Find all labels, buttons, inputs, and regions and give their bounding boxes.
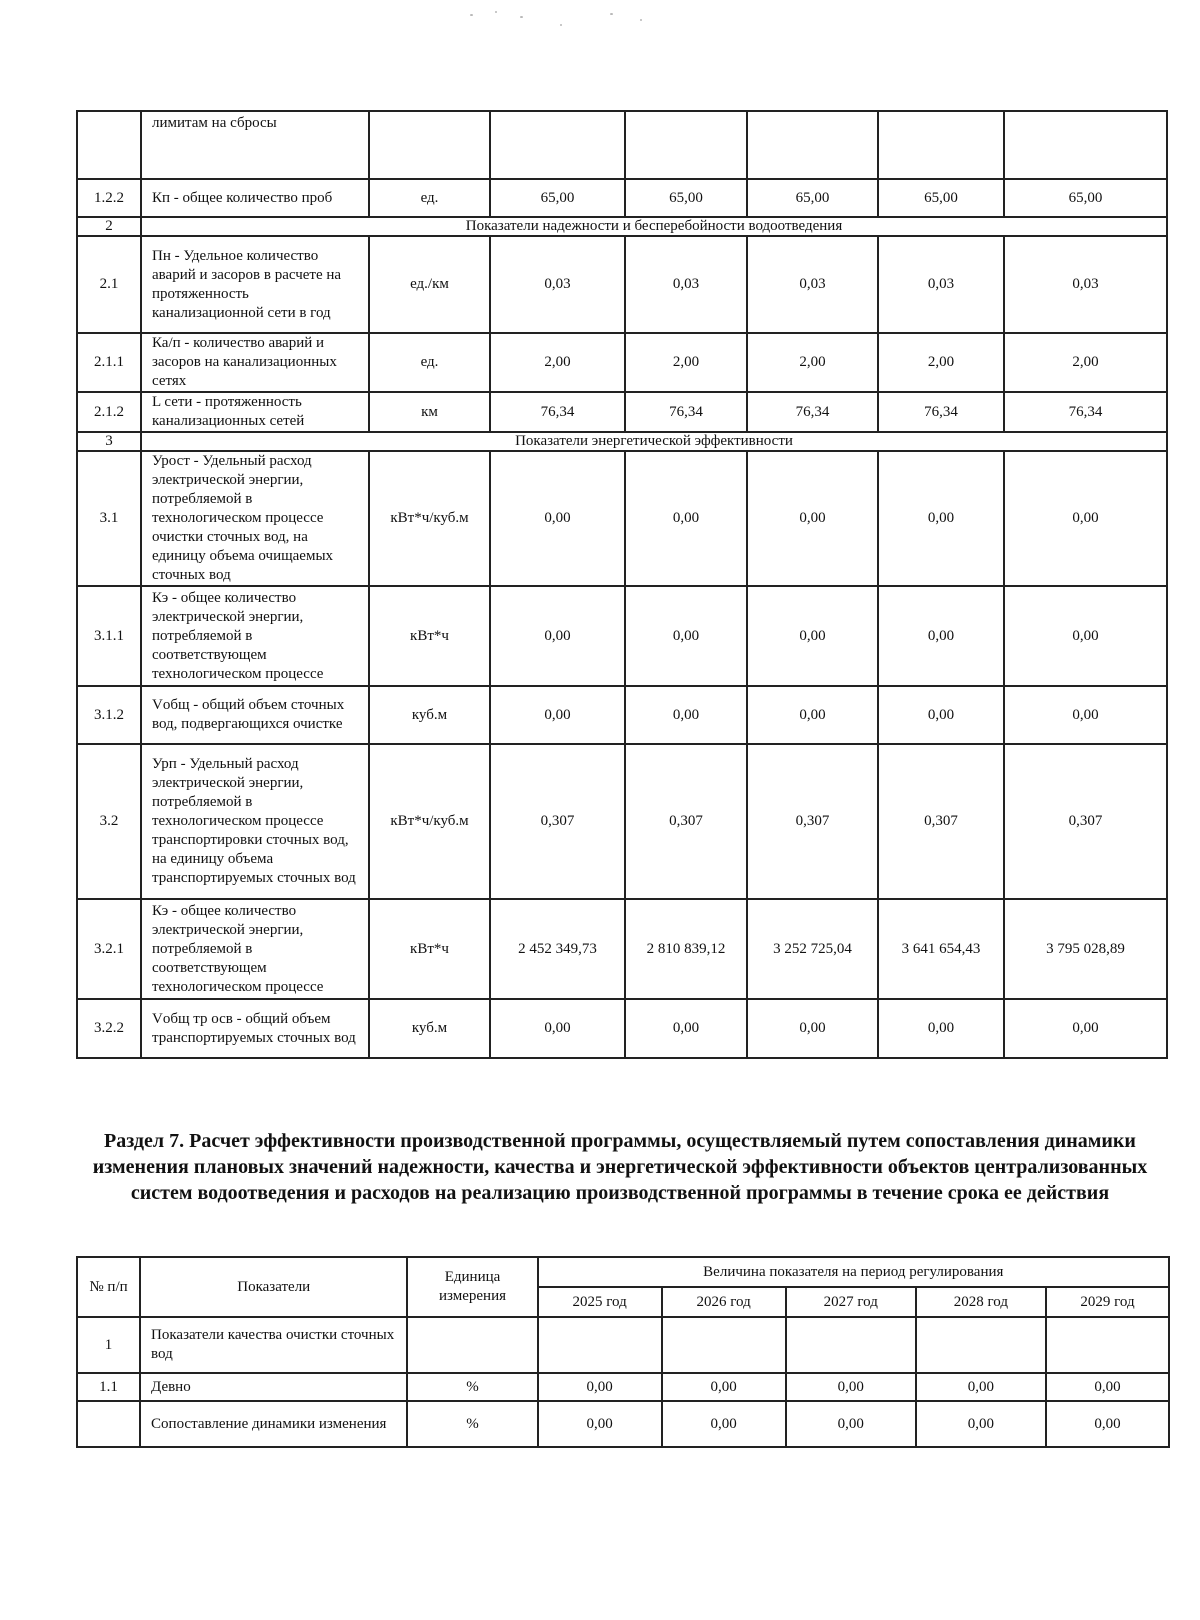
indicator-name: Кэ - общее количество электрической энергии, потребляемой в соответствующем технологическом процессе xyxy=(141,586,369,686)
value-cell: 2,00 xyxy=(747,333,878,392)
value-cell xyxy=(786,1317,916,1373)
value-cell xyxy=(878,111,1004,179)
value-cell: 0,00 xyxy=(538,1373,662,1401)
value-cell: 0,00 xyxy=(625,686,747,744)
table-row xyxy=(77,236,1167,333)
row-number: 2.1 xyxy=(77,236,141,333)
table-row xyxy=(77,1317,1169,1373)
row-number: 3.2 xyxy=(77,744,141,899)
row-number: 3.1.1 xyxy=(77,586,141,686)
value-cell: 0,00 xyxy=(625,451,747,586)
indicator-name: лимитам на сбросы xyxy=(141,111,369,179)
value-cell: 2 810 839,12 xyxy=(625,899,747,999)
value-cell: 0,00 xyxy=(786,1401,916,1447)
value-cell: 0,00 xyxy=(747,451,878,586)
value-cell: 0,307 xyxy=(625,744,747,899)
unit-cell: ед. xyxy=(369,333,490,392)
value-cell: 2,00 xyxy=(490,333,625,392)
table-row xyxy=(77,392,1167,432)
unit-cell xyxy=(407,1317,537,1373)
header-year: 2025 год xyxy=(538,1287,662,1317)
header-period: Величина показателя на период регулирования xyxy=(538,1257,1169,1287)
indicator-name: Урп - Удельный расход электрической энергии, потребляемой в технологическом процессе транспортировки сточных вод, на единицу объема транспортируемых сточных вод xyxy=(141,744,369,899)
value-cell xyxy=(747,111,878,179)
table-row xyxy=(77,999,1167,1058)
value-cell: 3 252 725,04 xyxy=(747,899,878,999)
value-cell: 0,00 xyxy=(625,586,747,686)
unit-cell: кВт*ч xyxy=(369,899,490,999)
value-cell: 3 641 654,43 xyxy=(878,899,1004,999)
value-cell: 0,00 xyxy=(1004,686,1167,744)
value-cell: 0,00 xyxy=(1004,999,1167,1058)
section-title: Показатели энергетической эффективности xyxy=(141,432,1167,451)
value-cell: 76,34 xyxy=(625,392,747,432)
indicator-name: Vобщ - общий объем сточных вод, подвергающихся очистке xyxy=(141,686,369,744)
scan-artifact xyxy=(470,14,473,16)
indicator-name: Показатели качества очистки сточных вод xyxy=(140,1317,407,1373)
indicator-name: Пн - Удельное количество аварий и засоров в расчете на протяженность канализационной сети в год xyxy=(141,236,369,333)
value-cell: 0,00 xyxy=(747,999,878,1058)
value-cell: 0,00 xyxy=(916,1373,1046,1401)
value-cell xyxy=(625,111,747,179)
indicator-name: Vобщ тр осв - общий объем транспортируемых сточных вод xyxy=(141,999,369,1058)
value-cell: 76,34 xyxy=(490,392,625,432)
value-cell: 0,307 xyxy=(747,744,878,899)
value-cell xyxy=(916,1317,1046,1373)
row-number: 2.1.1 xyxy=(77,333,141,392)
table-row xyxy=(77,586,1167,686)
value-cell: 0,00 xyxy=(878,451,1004,586)
table-row xyxy=(77,1373,1169,1401)
value-cell: 2,00 xyxy=(1004,333,1167,392)
unit-cell: кВт*ч/куб.м xyxy=(369,744,490,899)
value-cell: 76,34 xyxy=(1004,392,1167,432)
value-cell xyxy=(662,1317,786,1373)
value-cell: 65,00 xyxy=(490,179,625,217)
value-cell: 0,307 xyxy=(1004,744,1167,899)
table-row xyxy=(77,451,1167,586)
header-year: 2026 год xyxy=(662,1287,786,1317)
value-cell: 0,00 xyxy=(490,586,625,686)
indicator-name: Ка/п - количество аварий и засоров на канализационных сетях xyxy=(141,333,369,392)
scan-artifact xyxy=(560,24,562,26)
value-cell: 0,00 xyxy=(786,1373,916,1401)
section-7-heading: Раздел 7. Расчет эффективности производственной программы, осуществляемый путем сопоставления динамики изменения плановых значений надежности, качества и энергетической эффективности объектов централизованных систем водоотведения и расходов на реализацию производственной программы в течение срока ее действия xyxy=(92,1130,1148,1204)
value-cell xyxy=(1046,1317,1169,1373)
row-number: 1.2.2 xyxy=(77,179,141,217)
unit-cell: % xyxy=(407,1373,537,1401)
indicators-table xyxy=(76,110,1168,1059)
section-row xyxy=(77,432,1167,451)
scan-artifact xyxy=(495,11,497,13)
section-row xyxy=(77,217,1167,236)
indicator-name: Урост - Удельный расход электрической энергии, потребляемой в технологическом процессе очистки сточных вод, на единицу объема очищаемых сточных вод xyxy=(141,451,369,586)
table-row xyxy=(77,1401,1169,1447)
table-header-row xyxy=(77,1257,1169,1287)
table-row xyxy=(77,686,1167,744)
unit-cell: кВт*ч/куб.м xyxy=(369,451,490,586)
row-number: 3.2.1 xyxy=(77,899,141,999)
value-cell: 0,00 xyxy=(916,1401,1046,1447)
indicator-name: Девно xyxy=(140,1373,407,1401)
value-cell: 0,00 xyxy=(878,999,1004,1058)
value-cell: 65,00 xyxy=(1004,179,1167,217)
header-indicators: Показатели xyxy=(140,1257,407,1317)
unit-cell: % xyxy=(407,1401,537,1447)
value-cell: 0,00 xyxy=(538,1401,662,1447)
indicator-name: Кп - общее количество проб xyxy=(141,179,369,217)
unit-cell: ед. xyxy=(369,179,490,217)
row-number xyxy=(77,1401,140,1447)
header-year: 2028 год xyxy=(916,1287,1046,1317)
value-cell: 3 795 028,89 xyxy=(1004,899,1167,999)
value-cell: 0,307 xyxy=(878,744,1004,899)
efficiency-table xyxy=(76,1256,1170,1448)
value-cell: 65,00 xyxy=(878,179,1004,217)
header-unit: Единица измерения xyxy=(407,1257,537,1317)
value-cell: 0,00 xyxy=(490,999,625,1058)
scan-artifact xyxy=(610,13,613,15)
value-cell: 0,00 xyxy=(747,586,878,686)
indicator-name: Кэ - общее количество электрической энергии, потребляемой в соответствующем технологическом процессе xyxy=(141,899,369,999)
value-cell xyxy=(538,1317,662,1373)
value-cell: 2,00 xyxy=(878,333,1004,392)
table-row xyxy=(77,333,1167,392)
row-number: 1 xyxy=(77,1317,140,1373)
row-number: 1.1 xyxy=(77,1373,140,1401)
value-cell: 0,307 xyxy=(490,744,625,899)
scan-artifact xyxy=(520,16,523,18)
unit-cell: кВт*ч xyxy=(369,586,490,686)
value-cell: 65,00 xyxy=(747,179,878,217)
indicator-name: L сети - протяженность канализационных сетей xyxy=(141,392,369,432)
unit-cell: куб.м xyxy=(369,999,490,1058)
header-number: № п/п xyxy=(77,1257,140,1317)
table-row xyxy=(77,899,1167,999)
scan-artifact xyxy=(640,19,642,21)
value-cell: 0,03 xyxy=(625,236,747,333)
value-cell: 2,00 xyxy=(625,333,747,392)
value-cell: 76,34 xyxy=(747,392,878,432)
value-cell: 0,00 xyxy=(490,451,625,586)
section-number: 3 xyxy=(77,432,141,451)
section-number: 2 xyxy=(77,217,141,236)
value-cell: 0,03 xyxy=(490,236,625,333)
table-row xyxy=(77,744,1167,899)
value-cell: 65,00 xyxy=(625,179,747,217)
header-year: 2029 год xyxy=(1046,1287,1169,1317)
value-cell: 0,00 xyxy=(747,686,878,744)
indicator-name: Сопоставление динамики изменения xyxy=(140,1401,407,1447)
row-number xyxy=(77,111,141,179)
row-number: 3.1 xyxy=(77,451,141,586)
value-cell: 0,00 xyxy=(1004,451,1167,586)
value-cell: 0,00 xyxy=(625,999,747,1058)
row-number: 2.1.2 xyxy=(77,392,141,432)
value-cell: 0,00 xyxy=(878,586,1004,686)
value-cell: 0,00 xyxy=(490,686,625,744)
value-cell: 0,00 xyxy=(662,1373,786,1401)
value-cell: 0,00 xyxy=(1046,1373,1169,1401)
value-cell: 0,03 xyxy=(878,236,1004,333)
unit-cell: км xyxy=(369,392,490,432)
value-cell xyxy=(1004,111,1167,179)
value-cell: 0,03 xyxy=(747,236,878,333)
value-cell: 0,00 xyxy=(878,686,1004,744)
table-row xyxy=(77,179,1167,217)
value-cell: 0,00 xyxy=(1046,1401,1169,1447)
unit-cell: ед./км xyxy=(369,236,490,333)
header-year: 2027 год xyxy=(786,1287,916,1317)
value-cell: 0,03 xyxy=(1004,236,1167,333)
table-row xyxy=(77,111,1167,179)
unit-cell: куб.м xyxy=(369,686,490,744)
section-title: Показатели надежности и бесперебойности водоотведения xyxy=(141,217,1167,236)
value-cell: 2 452 349,73 xyxy=(490,899,625,999)
unit-cell xyxy=(369,111,490,179)
value-cell: 0,00 xyxy=(662,1401,786,1447)
value-cell: 76,34 xyxy=(878,392,1004,432)
row-number: 3.2.2 xyxy=(77,999,141,1058)
value-cell xyxy=(490,111,625,179)
row-number: 3.1.2 xyxy=(77,686,141,744)
value-cell: 0,00 xyxy=(1004,586,1167,686)
